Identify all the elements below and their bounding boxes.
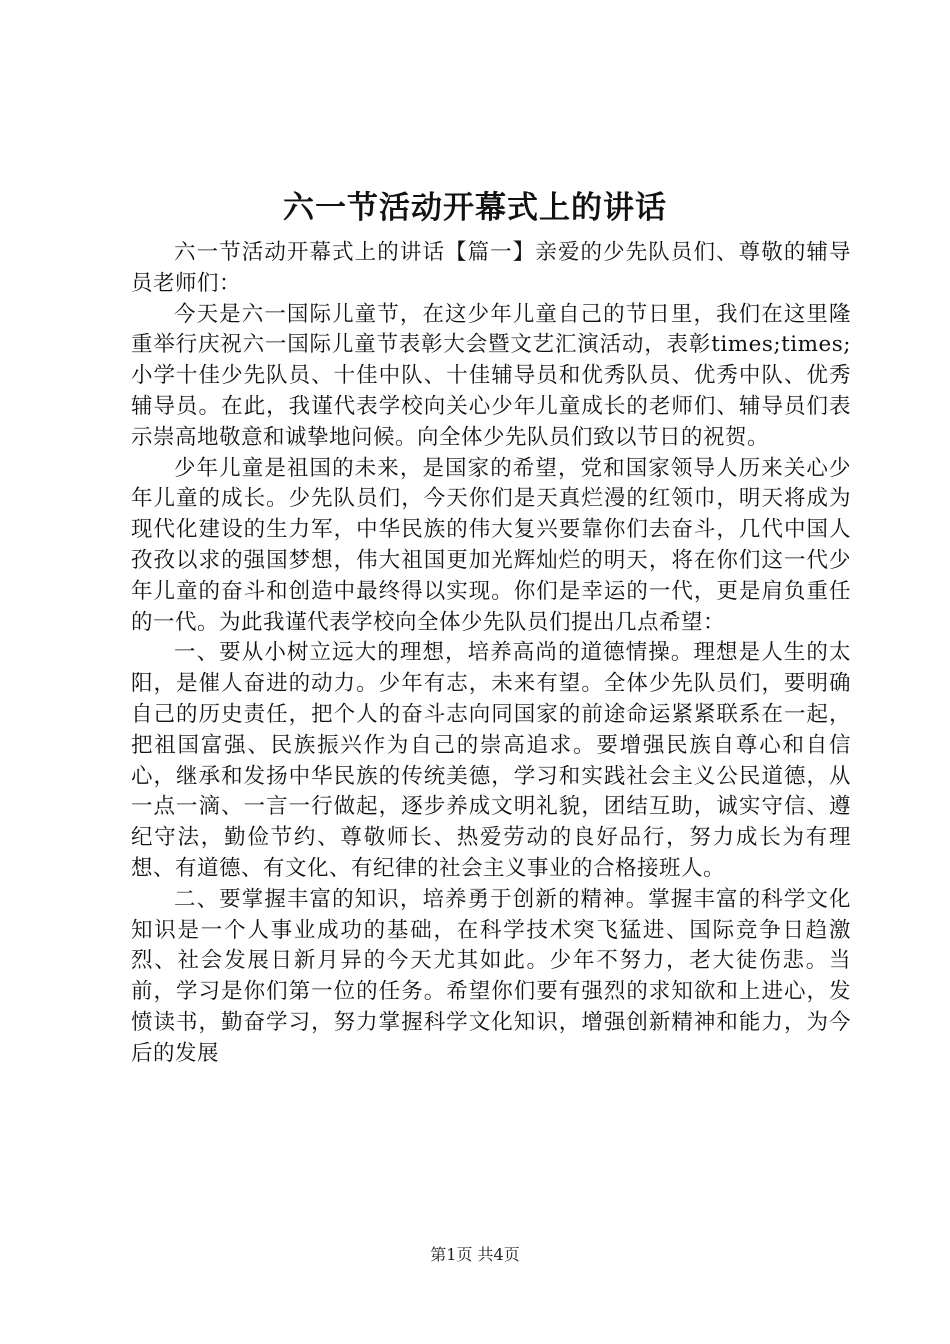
paragraph-future: 少年儿童是祖国的未来，是国家的希望，党和国家领导人历来关心少年儿童的成长。少先队员们，今天你们是天真烂漫的红领巾，明天将成为现代化建设的生力军，中华民族的伟大复兴要靠你们去奋斗，几代中国人孜孜以求的强国梦想，伟大祖国更加光辉灿烂的明天，将在你们这一代少年儿童的奋斗和创造中最终得以实现。你们是幸运的一代，更是肩负重任的一代。为此我谨代表学校向全体少先队员们提出几点希望：	[131, 455, 851, 635]
paragraph-opening: 今天是六一国际儿童节，在这少年儿童自己的节日里，我们在这里隆重举行庆祝六一国际儿童节表彰大会暨文艺汇演活动，表彰times;times;小学十佳少先队员、十佳中队、十佳辅导员和优秀队员、优秀中队、优秀辅导员。在此，我谨代表学校向关心少年儿童成长的老师们、辅导员们表示崇高地敬意和诚挚地问候。向全体少先队员们致以节日的祝贺。	[131, 301, 851, 450]
page-number-footer: 第1页 共4页	[430, 1245, 520, 1264]
paragraph-salutation: 六一节活动开幕式上的讲话【篇一】亲爱的少先队员们、尊敬的辅导员老师们：	[131, 240, 851, 296]
document-title: 六一节活动开幕式上的讲话	[283, 190, 667, 226]
document-body	[131, 238, 851, 1070]
paragraph-hope-one: 一、要从小树立远大的理想，培养高尚的道德情操。理想是人生的太阳，是催人奋进的动力。少年有志，未来有望。全体少先队员们，要明确自己的历史责任，把个人的奋斗志向同国家的前途命运紧紧联系在一起，把祖国富强、民族振兴作为自己的崇高追求。要增强民族自尊心和自信心，继承和发扬中华民族的传统美德，学习和实践社会主义公民道德，从一点一滴、一言一行做起，逐步养成文明礼貌，团结互助，诚实守信、遵纪守法，勤俭节约、尊敬师长、热爱劳动的良好品行，努力成长为有理想、有道德、有文化、有纪律的社会主义事业的合格接班人。	[131, 640, 851, 881]
paragraph-hope-two: 二、要掌握丰富的知识，培养勇于创新的精神。掌握丰富的科学文化知识是一个人事业成功的基础，在科学技术突飞猛进、国际竞争日趋激烈、社会发展日新月异的今天尤其如此。少年不努力，老大徒伤悲。当前，学习是你们第一位的任务。希望你们要有强烈的求知欲和上进心，发愤读书，勤奋学习，努力掌握科学文化知识，增强创新精神和能力，为今后的发展	[131, 886, 851, 1066]
